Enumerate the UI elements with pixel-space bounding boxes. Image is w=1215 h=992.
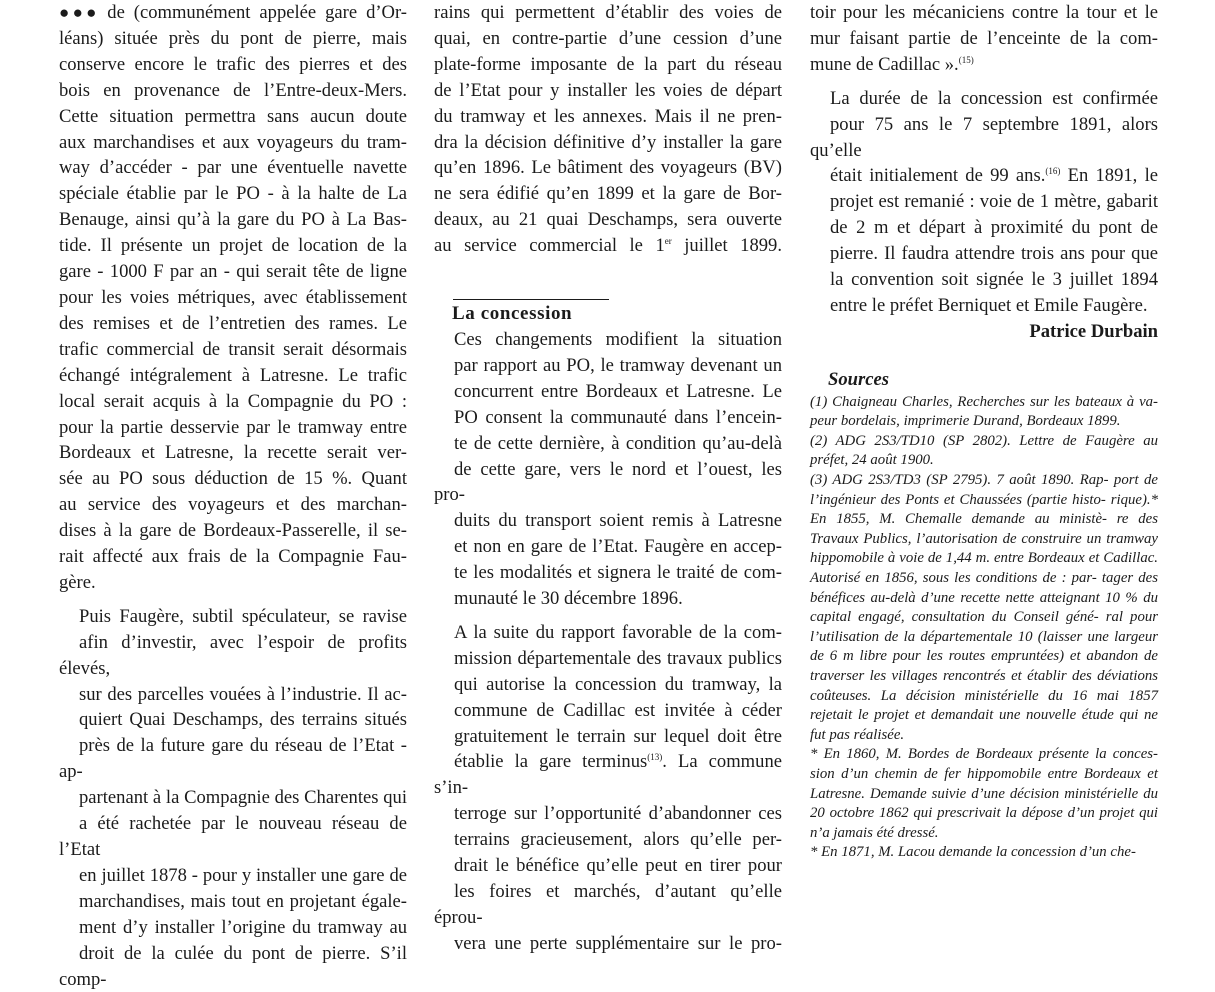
source-note: (1) Chaigneau Charles, Recherches sur les bateaux à va- peur bordelais, imprimerie Durand, Bordeaux 1899.: [810, 393, 1158, 430]
text-line: dises à la gare de Bordeaux-Passerelle, il se-: [59, 520, 407, 542]
continuation-bullets: ●●●: [59, 3, 108, 22]
source-note: (2) ADG 2S3/TD10 (SP 2802). Lettre de Faugère au préfet, 24 août 1900.: [810, 432, 1158, 469]
footnote-ref: (13): [647, 752, 663, 763]
spacer: [810, 345, 1158, 367]
section-title: La concession: [452, 303, 573, 325]
text-line: spéciale établie par le PO - à la halte de La: [59, 183, 407, 205]
sources-heading: Sources: [828, 368, 889, 390]
text-line: terroge sur l’opportunité d’abandonner ces: [454, 803, 782, 825]
author-signature: Patrice Durbain: [1029, 320, 1158, 342]
paragraph: [59, 0, 407, 596]
text-line: pour 75 ans le 7 septembre 1891, alors qu’elle: [810, 113, 1158, 161]
text-line: PO consent la communauté dans l’encein-: [454, 406, 782, 428]
text-line: te de cette dernière, à condition qu’au-delà: [454, 432, 782, 454]
text-line: pour les voies métriques, avec établissement: [59, 286, 407, 308]
paragraph: [434, 327, 782, 612]
text-line: Ces changements modifient la situation: [454, 328, 782, 350]
text-line: [59, 0, 407, 26]
footnote-ref: (15): [958, 54, 974, 65]
footnote-ref: er: [664, 235, 672, 246]
text-line: rait affecté aux frais de la Compagnie Fau-: [59, 546, 407, 568]
text-line: gère.: [59, 571, 96, 593]
text-line: entre le préfet Berniquet et Emile Faugère.: [830, 294, 1148, 316]
text-line: mur faisant partie de l’enceinte de la com-: [810, 27, 1158, 49]
text-run: était initialement de 99 ans.: [830, 165, 1046, 187]
text-line: quai, en contre-partie d’une cession d’une: [434, 27, 782, 49]
text-line: partenant à la Compagnie des Charentes qui: [79, 787, 407, 809]
text-line: [434, 749, 782, 801]
paragraph-gap: [434, 612, 782, 620]
text-line: [810, 163, 1158, 189]
text-line: de 2 m et départ à proximité du pont de: [830, 217, 1158, 239]
text-line: échangé intégralement à Latresne. Le trafic: [59, 364, 407, 386]
paragraph-gap: [810, 78, 1158, 86]
text-line: et non en gare de l’Etat. Faugère en accep-: [454, 536, 782, 558]
text-line: vera une perte supplémentaire sur le pro-: [454, 932, 782, 954]
text-line: munauté le 30 décembre 1896.: [454, 588, 683, 610]
text-line: toir pour les mécaniciens contre la tour et le: [810, 2, 1158, 23]
text-line: qu’en 1896. Le bâtiment des voyageurs (BV): [434, 157, 782, 179]
text-line: mission départementale des travaux publics: [454, 647, 782, 669]
text-line: ne sera édifié qu’en 1899 et la gare de Bor-: [434, 183, 782, 205]
text-line: [434, 233, 782, 259]
text-line: way d’accéder - par une éventuelle navette: [59, 157, 407, 179]
text-line: local serait acquis à la Compagnie du PO :: [59, 390, 407, 412]
text-line: gare - 1000 F par an - qui serait tête de ligne: [59, 261, 407, 283]
text-line: aux marchandises et aux voyageurs du tram-: [59, 131, 407, 153]
paragraph: [810, 0, 1158, 78]
text-run: . La commune s’in-: [434, 751, 782, 799]
text-line: sée au PO sous déduction de 15 %. Quant: [59, 468, 407, 490]
text-line: léans) située près du pont de pierre, mais: [59, 27, 407, 49]
text-line: gratuitement le terrain sur lequel doit être: [454, 725, 782, 747]
text-line: trafic commercial de transit serait désormais: [59, 338, 407, 360]
text-line: en juillet 1878 - pour y installer une gare de: [79, 864, 407, 886]
sources-notes: [810, 393, 1158, 863]
text-line: rains qui permettent d’établir des voies de: [434, 2, 782, 23]
text-line: [810, 52, 1158, 78]
source-note: (3) ADG 2S3/TD3 (SP 2795). 7 août 1890. Rap- port de l’ingénieur des Ponts et Chaussées (partie histo- rique).* En 1855, M. Chemalle demande au ministè- re des Travaux Publics, l’autorisation de construire un tramway hippomobile à voie de 1,44 m. entre Bordeaux et Cadillac. Autorisé en 1856, sous les conditions de : par- tager des bénéfices au-delà d’une recette nette atteignant 10 % du capital engagé, consultation du Conseil géné- ral pour l’utilisation de la départementale 10 (laisser une largeur de 6 m libre pour les routes empruntées) et abandon de traverser les villages rencontrés et établir des déviations coûteuses. La décision ministérielle du 16 mai 1857 rejetait le projet et demandait une nouvelle étude qui ne fut pas réalisée.: [810, 472, 1158, 743]
text-line: par rapport au PO, le tramway devenant un: [454, 354, 782, 376]
text-line: terrains gracieusement, alors qu’elle per-: [454, 829, 782, 851]
section-rule: [453, 299, 609, 300]
text-line: de l’Etat pour y installer les voies de départ: [434, 79, 782, 101]
footnote-ref: (16): [1045, 166, 1061, 177]
text-run: En 1891, le: [1060, 165, 1158, 187]
text-line: La durée de la concession est confirmée: [830, 87, 1158, 109]
text-line: afin d’investir, avec l’espoir de profits élevés,: [59, 631, 407, 679]
paragraph: [434, 620, 782, 957]
source-note: * En 1871, M. Lacou demande la concession d’un che-: [810, 844, 1136, 861]
section-separator: [434, 259, 782, 301]
text-line: les foires et marchés, d’autant qu’elle éprou-: [434, 881, 782, 928]
paragraph: [434, 0, 782, 259]
text-line: tide. Il présente un projet de location de la: [59, 235, 407, 257]
text-line: droit de la culée du pont de pierre. S’il comp-: [59, 942, 407, 990]
text-line: qui autorise la concession du tramway, la: [454, 673, 782, 695]
text-line: pierre. Il faudra attendre trois ans pour que: [830, 243, 1158, 265]
text-line: projet est remanié : voie de 1 mètre, gabarit: [830, 191, 1158, 213]
text-line: drait le bénéfice qu’elle peut en tirer pour: [454, 855, 782, 877]
text-line: concurrent entre Bordeaux et Latresne. Le: [454, 380, 782, 402]
text-run: juillet 1899.: [671, 235, 783, 257]
text-line: A la suite du rapport favorable de la com-: [454, 621, 782, 643]
text-run: au service commercial le 1: [434, 235, 665, 257]
text-line: Puis Faugère, subtil spéculateur, se ravise: [79, 605, 407, 627]
column-1: [59, 0, 407, 992]
text-line: duits du transport soient remis à Latresne: [454, 510, 782, 532]
text-line: marchandises, mais tout en projetant égale-: [79, 890, 407, 912]
text-line: sur des parcelles vouées à l’industrie. Il ac-: [79, 683, 407, 705]
text-line: a été rachetée par le nouveau réseau de l’Etat: [59, 813, 407, 860]
text-run: mune de Cadillac ».: [810, 53, 959, 75]
paragraph: [59, 604, 407, 992]
text-line: commune de Cadillac est invitée à céder: [454, 699, 782, 721]
paragraph-gap: [59, 596, 407, 604]
text-line: bois en provenance de l’Entre-deux-Mers.: [59, 79, 407, 101]
text-line: quiert Quai Deschamps, des terrains situés: [79, 709, 407, 731]
text-line: Benauge, ainsi qu’à la gare du PO à La Bas-: [59, 209, 407, 231]
text-run: de (communément appelée gare d’Or-: [107, 2, 407, 23]
text-line: conserve encore le trafic des pierres et des: [59, 53, 407, 75]
text-line: de cette gare, vers le nord et l’ouest, les pro-: [434, 458, 782, 506]
text-line: pour la partie desservie par le tramway entre: [59, 416, 407, 438]
text-line: des remises et de l’entretien des rames. Le: [59, 312, 407, 334]
column-2: [434, 0, 782, 957]
text-line: deaux, au 21 quai Deschamps, sera ouverte: [434, 209, 782, 231]
text-line: la convention soit signée le 3 juillet 1894: [830, 269, 1158, 291]
text-line: ment d’y installer l’origine du tramway au: [79, 916, 407, 938]
text-run: établie la gare terminus: [454, 751, 648, 773]
text-line: plate-forme imposante de la part du réseau: [434, 53, 782, 75]
paragraph: [810, 86, 1158, 319]
text-line: dra la décision définitive d’y installer la gare: [434, 131, 782, 153]
text-line: Cette situation permettra sans aucun doute: [59, 105, 407, 127]
text-line: Bordeaux et Latresne, la recette serait ver-: [59, 442, 407, 464]
text-line: au service des voyageurs et des marchan-: [59, 494, 407, 516]
text-line: du tramway et les annexes. Mais il ne pren-: [434, 105, 782, 127]
text-line: te les modalités et signera le traité de com-: [454, 562, 782, 584]
source-note: * En 1860, M. Bordes de Bordeaux présente la conces- sion d’un chemin de fer hippomobile entre Bordeaux et Latresne. Demande suivie d’une décision ministérielle du 20 octobre 1862 qui prescrivait la dépose d’un projet qui n’a jamais été dressé.: [810, 746, 1158, 841]
column-3: [810, 0, 1158, 863]
text-line: près de la future gare du réseau de l’Etat - ap-: [59, 735, 407, 783]
